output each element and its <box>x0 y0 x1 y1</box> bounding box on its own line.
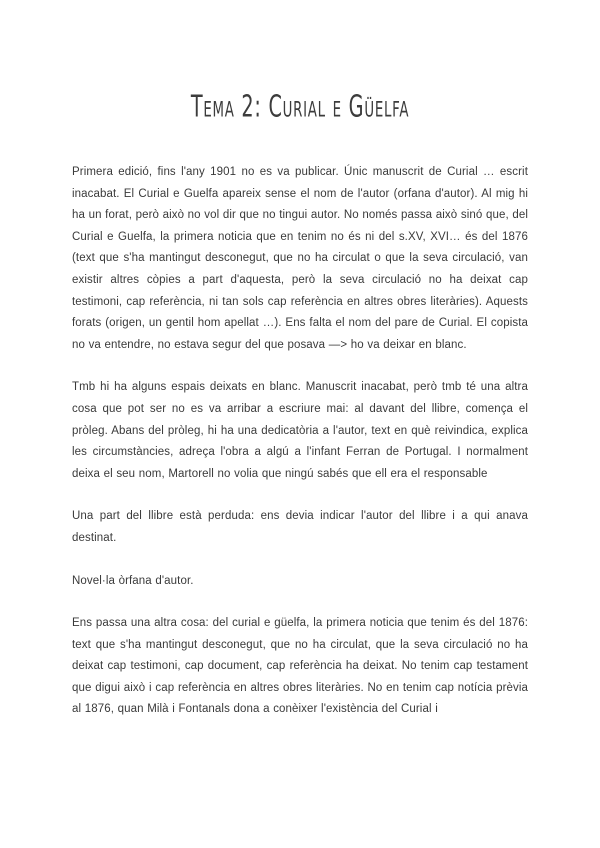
paragraph-3: Una part del llibre està perduda: ens devia indicar l'autor del llibre i a qui anava destinat. <box>72 510 528 544</box>
document-title: Tema 2: Curial e Güelfa <box>190 89 410 125</box>
paragraph-2: Tmb hi ha alguns espais deixats en blanc. Manuscrit inacabat, però tmb té una altra cosa que pot ser no es va arribar a escriure mai: al davant del llibre, comença el pròleg. Abans del pròleg, hi ha una dedicatòria a l'autor, text en què reivindica, explica les circumstàncies, adreça l'obra a algú a l'infant Ferran de Portugal. I normalment deixa el seu nom, Martorell no volia que ningú sabés que ell era el responsable <box>72 381 528 480</box>
paragraph-1: Primera edició, fins l'any 1901 no es va publicar. Únic manuscrit de Curial … escrit inacabat. El Curial e Guelfa apareix sense el nom de l'autor (orfana d'autor). Al mig hi ha un forat, però això no vol dir que no tingui autor. No només passa això sinó que, del Curial e Guelfa, la primera noticia que en tenim no és ni del s.XV, XVI… és del 1876 (text que s'ha mantingut desconegut, que no ha circulat o que la seva circulació, van existir altres còpies a part d'aquesta, però la seva circulació no ha deixat cap testimoni, cap referència, ni tan sols cap referència en altres obres literàries). Aquests forats (origen, un gentil hom apellat …). Ens falta el nom del pare de Curial. El copista no va entendre, no estava segur del que posava —> ho va deixar en blanc. <box>72 166 528 351</box>
paragraph-5: Ens passa una altra cosa: del curial e güelfa, la primera noticia que tenim és del 1876: text que s'ha mantingut desconegut, que no ha circulat, que la seva circulació no ha deixat cap testimoni, cap document, cap referència ha deixat. No tenim cap testament que digui això i cap referència en altres obres literàries. No en tenim cap notícia prèvia al 1876, quan Milà i Fontanals dona a conèixer l'existència del Curial i <box>72 617 528 716</box>
paragraph-4: Novel·la òrfana d'autor. <box>72 574 194 587</box>
